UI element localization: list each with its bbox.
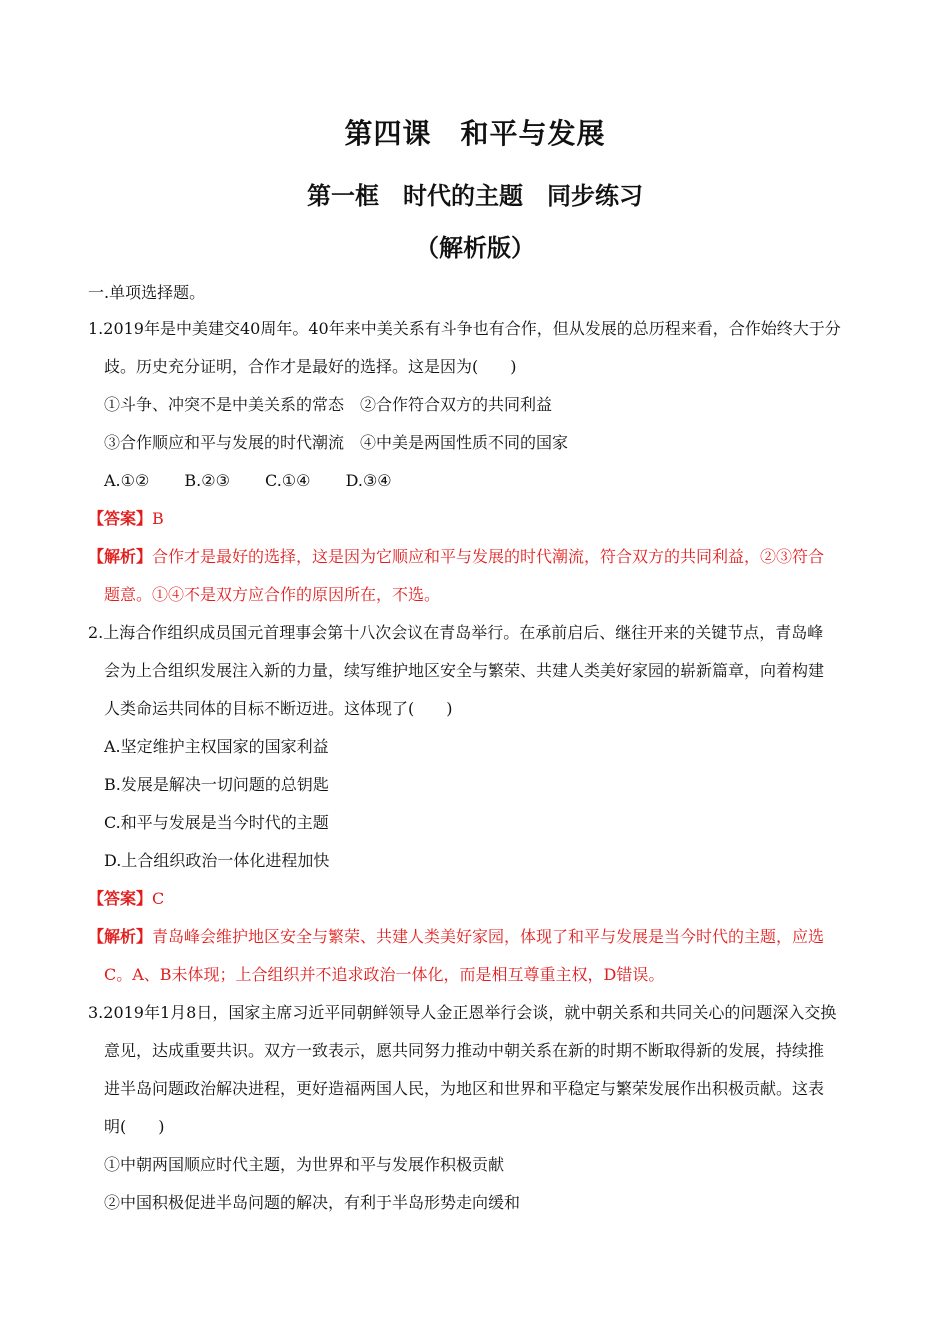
q3-stem-line-3: 进半岛问题政治解决进程，更好造福两国人民，为地区和世界和平稳定与繁荣发展作出积极贡献。这表 bbox=[104, 1079, 825, 1098]
q1-stem-line-1: 1.2019年是中美建交40周年。40年来中美关系有斗争也有合作，但从发展的总历程来看，合作始终大于分 bbox=[88, 319, 841, 338]
q1-option-b: B.②③ bbox=[184, 471, 230, 490]
q2-stem-line-3: 人类命运共同体的目标不断迈进。这体现了( ) bbox=[104, 699, 453, 718]
answer-tag: 【答案】 bbox=[88, 509, 153, 528]
q2-answer bbox=[88, 888, 868, 910]
q2-analysis-text-1: 青岛峰会维护地区安全与繁荣、共建人类美好家园，体现了和平与发展是当今时代的主题，应选 bbox=[152, 927, 825, 946]
edition-label: （解析版） bbox=[415, 233, 535, 262]
q1-options bbox=[104, 470, 884, 492]
q1-analysis-text-1: 合作才是最好的选择，这是因为它顺应和平与发展的时代潮流，符合双方的共同利益，②③符合 bbox=[152, 547, 825, 566]
section-heading: 一.单项选择题。 bbox=[88, 283, 206, 302]
analysis-tag: 【解析】 bbox=[88, 547, 153, 566]
q3-item-1: ①中朝两国顺应时代主题，为世界和平与发展作积极贡献 bbox=[104, 1155, 505, 1174]
q2-option-c: C.和平与发展是当今时代的主题 bbox=[104, 813, 329, 832]
q1-item-line-2: ③合作顺应和平与发展的时代潮流 ④中美是两国性质不同的国家 bbox=[104, 433, 569, 452]
answer-tag: 【答案】 bbox=[88, 889, 153, 908]
q2-option-a: A.坚定维护主权国家的国家利益 bbox=[104, 737, 329, 756]
q1-option-c: C.①④ bbox=[265, 471, 311, 490]
q2-analysis-line-2: C。A、B未体现；上合组织并不追求政治一体化，而是相互尊重主权，D错误。 bbox=[104, 965, 665, 984]
q1-option-a: A.①② bbox=[104, 471, 150, 490]
q2-stem-line-1: 2.上海合作组织成员国元首理事会第十八次会议在青岛举行。在承前启后、继往开来的关键节点，青岛峰 bbox=[88, 623, 824, 642]
q1-answer bbox=[88, 508, 868, 530]
q1-option-d: D.③④ bbox=[345, 471, 392, 490]
q1-analysis-line-2: 题意。①④不是双方应合作的原因所在，不选。 bbox=[104, 585, 441, 604]
q3-stem-line-1: 3.2019年1月8日，国家主席习近平同朝鲜领导人金正恩举行会谈，就中朝关系和共同关心的问题深入交换 bbox=[88, 1003, 837, 1022]
q1-answer-value: B bbox=[152, 509, 164, 528]
section-subtitle: 第一框 时代的主题 同步练习 bbox=[307, 181, 643, 210]
q2-analysis-line-1 bbox=[88, 926, 868, 948]
q1-analysis-line-1 bbox=[88, 546, 868, 568]
q2-answer-value: C bbox=[152, 889, 165, 908]
q2-option-d: D.上合组织政治一体化进程加快 bbox=[104, 851, 330, 870]
q3-stem-line-2: 意见，达成重要共识。双方一致表示，愿共同努力推动中朝关系在新的时期不断取得新的发展，持续推 bbox=[104, 1041, 825, 1060]
lesson-title: 第四课 和平与发展 bbox=[344, 117, 606, 150]
q2-option-b: B.发展是解决一切问题的总钥匙 bbox=[104, 775, 329, 794]
analysis-tag: 【解析】 bbox=[88, 927, 153, 946]
q3-stem-line-4: 明( ) bbox=[104, 1117, 165, 1136]
q1-stem-line-2: 歧。历史充分证明，合作才是最好的选择。这是因为( ) bbox=[104, 357, 517, 376]
q1-item-line-1: ①斗争、冲突不是中美关系的常态 ②合作符合双方的共同利益 bbox=[104, 395, 553, 414]
q3-item-2: ②中国积极促进半岛问题的解决，有利于半岛形势走向缓和 bbox=[104, 1193, 521, 1212]
q2-stem-line-2: 会为上合组织发展注入新的力量，续写维护地区安全与繁荣、共建人类美好家园的崭新篇章，向着构建 bbox=[104, 661, 825, 680]
